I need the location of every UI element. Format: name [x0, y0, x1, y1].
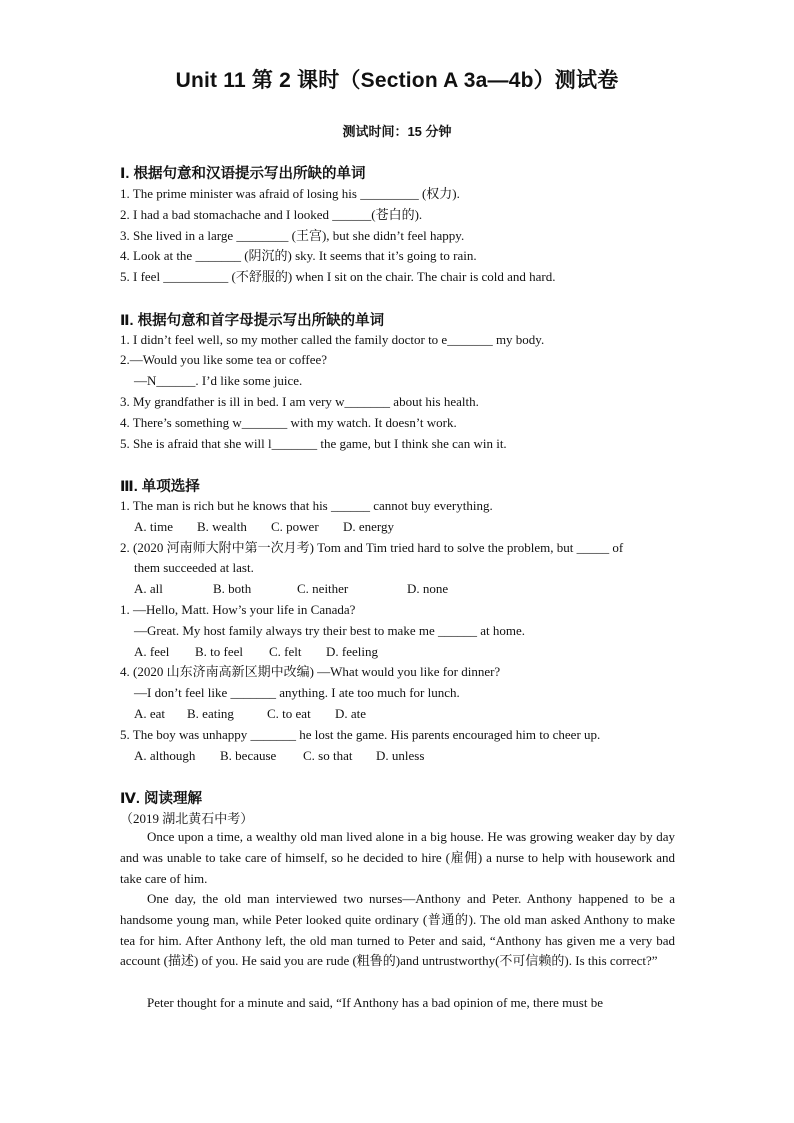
s3-q1-options [134, 518, 394, 535]
option: D. energy [343, 519, 395, 534]
s3-q3: 1. —Hello, Matt. How’s your life in Canada? [120, 602, 356, 617]
option: B. both [213, 581, 252, 596]
option: C. power [271, 519, 319, 534]
option: A. although [134, 748, 196, 763]
s2-item-2-reply: —N______. I’d like some juice. [134, 373, 303, 388]
option: D. unless [376, 748, 425, 763]
page-title: Unit 11 第 2 课时（Section A 3a—4b）测试卷 [175, 69, 619, 92]
s2-item-1: 1. I didn’t feel well, so my mother called the family doctor to e_______ my body. [120, 332, 545, 347]
passage-source: （2019 湖北黄石中考） [120, 811, 254, 826]
passage-paragraph-2: One day, the old man interviewed two nurses—Anthony and Peter. Anthony happened to be a handsome young man, while Peter looked quite ordinary (普通的). The old man asked Anthony to make tea for him. After Anthony left, the old man turned to Peter and said, “Anthony has given me a very bad account (描述) of you. He said you are rude (粗鲁的)and untrustworthy(不可信赖的). Is this correct?” [120, 891, 675, 969]
option: B. eating [187, 706, 234, 721]
s2-item-3: 3. My grandfather is ill in bed. I am very w_______ about his health. [120, 394, 479, 409]
s3-q3-options [134, 643, 378, 660]
option: A. time [134, 519, 173, 534]
option: D. ate [335, 706, 367, 721]
s1-item-5: 5. I feel __________ (不舒服的) when I sit on the chair. The chair is cold and hard. [120, 269, 556, 284]
option: C. felt [269, 644, 302, 659]
s3-q5-options [134, 747, 424, 764]
s1-item-1: 1. The prime minister was afraid of losing his _________ (权力). [120, 186, 460, 201]
s3-q4-options [134, 705, 366, 722]
option: A. feel [134, 644, 170, 659]
s2-item-4: 4. There’s something w_______ with my watch. It doesn’t work. [120, 415, 457, 430]
option: B. because [220, 748, 277, 763]
s3-q4-reply: —I don’t feel like _______ anything. I ate too much for lunch. [134, 685, 460, 700]
option: C. neither [297, 581, 349, 596]
s2-item-5: 5. She is afraid that she will l_______ the game, but I think she can win it. [120, 436, 507, 451]
s1-item-2: 2. I had a bad stomachache and I looked ______(苍白的). [120, 207, 423, 222]
s3-q5: 5. The boy was unhappy _______ he lost the game. His parents encouraged him to cheer up. [120, 727, 601, 742]
test-time: 测试时间：15 分钟 [342, 124, 452, 139]
section-3-heading: Ⅲ. 单项选择 [120, 479, 200, 495]
option: A. eat [134, 706, 166, 721]
s3-q1: 1. The man is rich but he knows that his ______ cannot buy everything. [120, 498, 493, 513]
option: D. feeling [326, 644, 378, 659]
s3-q2-options [134, 580, 448, 597]
option: C. to eat [267, 706, 311, 721]
passage-paragraph-3: Peter thought for a minute and said, “If Anthony has a bad opinion of me, there must be [147, 995, 603, 1010]
option: C. so that [303, 748, 353, 763]
option: B. wealth [197, 519, 247, 534]
section-2-heading: Ⅱ. 根据句意和首字母提示写出所缺的单词 [120, 313, 385, 329]
s1-item-4: 4. Look at the _______ (阴沉的) sky. It seems that it’s going to rain. [120, 248, 477, 263]
s3-q3-reply: —Great. My host family always try their best to make me ______ at home. [134, 623, 525, 638]
section-4-heading: Ⅳ. 阅读理解 [120, 791, 202, 807]
option: A. all [134, 581, 163, 596]
s2-item-2: 2.—Would you like some tea or coffee? [120, 352, 328, 367]
s3-q2-cont: them succeeded at last. [134, 560, 254, 575]
s3-q2: 2. (2020 河南师大附中第一次月考) Tom and Tim tried hard to solve the problem, but _____ of [120, 540, 624, 555]
passage-paragraph-1: Once upon a time, a wealthy old man lived alone in a big house. He was growing weaker day by day and was unable to take care of himself, so he decided to hire (雇佣) a nurse to help with housework and take care of him. [120, 829, 675, 886]
s3-q4: 4. (2020 山东济南高新区期中改编) —What would you like for dinner? [120, 664, 501, 679]
option: B. to feel [195, 644, 244, 659]
s1-item-3: 3. She lived in a large ________ (王宫), but she didn’t feel happy. [120, 228, 465, 243]
option: D. none [407, 581, 449, 596]
section-1-heading: Ⅰ. 根据句意和汉语提示写出所缺的单词 [120, 166, 366, 182]
